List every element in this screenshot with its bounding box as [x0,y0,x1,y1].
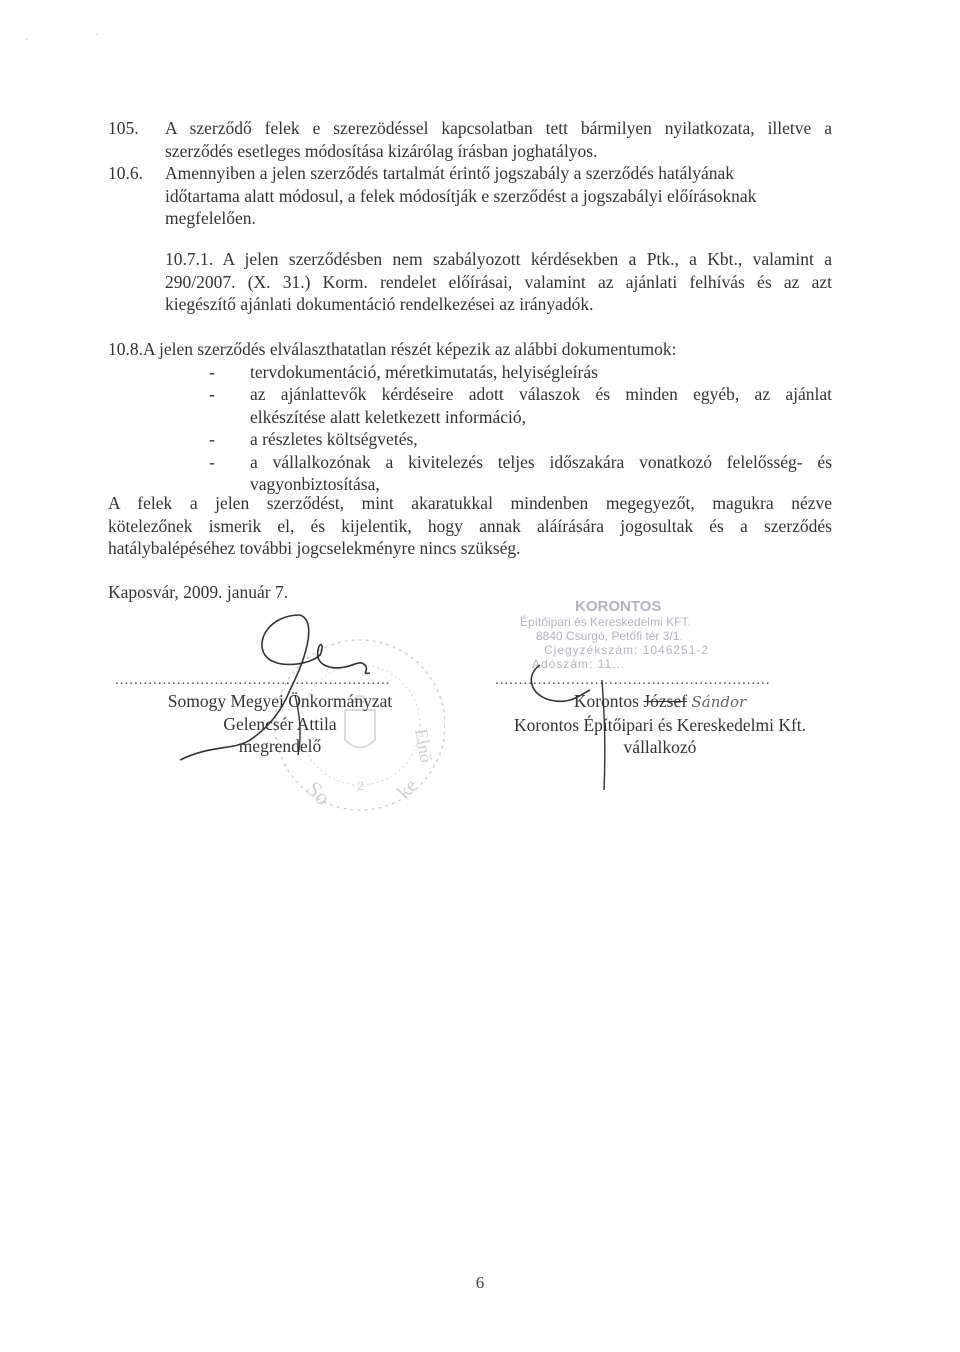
clause-text: időtartama alatt módosul, a felek módosítják e szerződést a jogszabályi előírásoknak [165,185,757,206]
stamp-line: Építőipari és Kereskedelmi KFT. [520,615,691,629]
list-item-text: elkészítése alatt keletkezett információ, [250,406,526,427]
signatory-name: Gelencsér Attila [223,713,337,734]
svg-text:2: 2 [357,779,364,793]
signatory-surname: Korontos [573,691,639,711]
list-item-text: a részletes költségvetés, [250,429,418,449]
list-item [108,383,832,406]
list-item-text: tervdokumentáció, méretkimutatás, helyiségleírás [250,361,598,382]
signatory-organization: Korontos Építőipari és Kereskedelmi Kft. [513,714,807,735]
signature-block-left [120,690,440,758]
scan-speck: · [25,35,29,46]
page-number: 6 [475,1273,485,1292]
clause-intro: 10.8.A jelen szerződés elválaszthatatlan részét képezik az alábbi dokumentumok: [108,339,677,359]
list-dash: - [209,429,215,449]
clause-text: 290/2007. (X. 31.) Korm. rendelet előírásai, valamint az ajánlati felhívás és az azt [165,271,832,292]
closing-text: kötelezőnek ismerik el, és kijelentik, hogy annak aláírására jogosultak és a szerződés [108,515,832,536]
clause-10-7-1 [165,248,832,316]
clause-10-8 [108,338,832,496]
closing-text: hatálybalépéséhez további jogcselekményre nincs szükség. [108,538,521,558]
scan-speck: · [95,30,99,41]
stamp-line: KORONTOS [575,598,662,615]
list-item [108,451,832,474]
signatory-organization: Somogy Megyei Önkormányzat [167,691,393,711]
closing-text: A felek a jelen szerződést, mint akaratukkal mindenben megegyezőt, magukra nézve [108,493,832,513]
clause-10-5 [108,117,832,162]
clause-text: kiegészítő ajánlati dokumentáció rendelkezései az irányadók. [165,294,594,314]
list-item-text: az ajánlattevők kérdéseire adott válaszok és minden egyéb, az ajánlat [250,384,832,404]
clause-10-6 [108,162,832,230]
list-dash: - [209,451,215,472]
signature-block-right [490,690,830,759]
stamp-line: 8840 Csurgó, Petőfi tér 3/1. [536,629,683,643]
list-item [108,428,832,451]
clause-text: szerződés esetleges módosítása kizárólag írásban joghatályos. [165,140,598,161]
signatory-role: megrendelő [238,736,322,756]
clause-text: megfelelően. [165,208,256,228]
list-item-text: a vállalkozónak a kivitelezés teljes időszakára vonatkozó felelősség- és [250,451,832,472]
stamp-line: Adószám: 11... [532,657,626,671]
handwritten-correction: Sándor [691,693,747,711]
clause-number: 105. [108,118,139,138]
stamp-line: Cjegyzékszám: 1046251-2 [544,643,710,657]
clause-text: A szerződő felek e szerezödéssel kapcsolatban tett bármilyen nyilatkozata, illetve a [165,118,832,138]
svg-text:So: So [301,775,336,810]
signature-line-right: .......................................................... [495,672,771,688]
svg-text:ke: ke [392,774,422,804]
signature-line-left: .......................................................... [115,672,391,688]
struck-first-name: József [643,691,688,711]
clause-number: 10.6. [108,163,143,183]
clause-text: 10.7.1. A jelen szerződésben nem szabályozott kérdésekben a Ptk., a Kbt., valamint a [165,249,832,269]
svg-text:Elnö: Elnö [411,727,437,765]
list-item-text: vagyonbiztosítása, [250,474,380,494]
closing-statement [108,492,832,560]
place-date: Kaposvár, 2009. január 7. [108,582,289,602]
list-dash: - [209,361,215,382]
list-item [108,361,832,384]
list-dash: - [209,384,215,404]
clause-text: Amennyiben a jelen szerződés tartalmát érintő jogszabály a szerződés hatályának [165,163,734,183]
signatory-name [490,690,830,714]
signatory-role: vállalkozó [623,737,697,757]
